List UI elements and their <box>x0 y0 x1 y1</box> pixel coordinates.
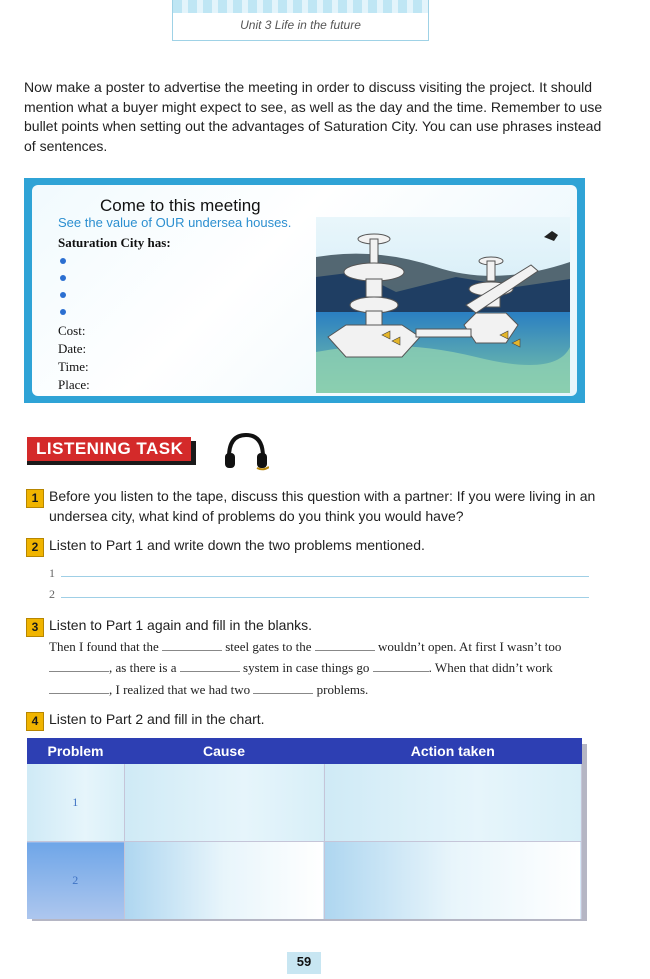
cause-cell[interactable] <box>124 764 324 842</box>
field-cost: Cost: <box>58 323 86 338</box>
unit-header <box>172 0 429 41</box>
answer-line-2[interactable] <box>49 585 589 599</box>
blank-field[interactable] <box>162 650 222 651</box>
problem-number: 2 <box>27 842 124 920</box>
field-place: Place: <box>58 377 90 392</box>
fill-text: steel gates to the <box>225 639 312 654</box>
fill-text: , I realized that we had two <box>109 682 251 697</box>
question-3-text: Listen to Part 1 again and fill in the blanks. <box>49 617 313 633</box>
blank-field[interactable] <box>373 671 429 672</box>
page-number: 59 <box>287 952 321 974</box>
fill-text: . When that didn’t work <box>428 660 553 675</box>
question-number-1: 1 <box>26 489 44 508</box>
chart-table <box>27 738 582 919</box>
blank-field[interactable] <box>180 671 240 672</box>
question-1-text: Before you listen to the tape, discuss this question with a partner: If you were living in an undersea city, what kind of problems do you think you would have? <box>49 488 596 524</box>
question-2-text: Listen to Part 1 and write down the two problems mentioned. <box>49 537 425 553</box>
fill-text: problems. <box>316 682 369 697</box>
listening-task-banner <box>27 437 196 465</box>
poster-has-label: Saturation City has: <box>58 235 171 250</box>
poster-panel <box>32 185 577 396</box>
answer-line-1[interactable] <box>49 564 589 578</box>
fill-line-3 <box>49 682 368 698</box>
cause-cell[interactable] <box>124 842 324 920</box>
fill-text: system in case things go <box>243 660 370 675</box>
question-number-2: 2 <box>26 538 44 557</box>
action-cell[interactable] <box>324 842 582 920</box>
table-row <box>27 842 582 920</box>
poster-title: Come to this meeting <box>100 196 261 215</box>
question-number-3: 3 <box>26 618 44 637</box>
answer-line-number: 2 <box>49 587 55 601</box>
header-cause: Cause <box>124 738 324 764</box>
question-number-4: 4 <box>26 712 44 731</box>
header-problem: Problem <box>27 738 124 764</box>
problem-chart <box>27 738 582 915</box>
field-date: Date: <box>58 341 87 356</box>
banner-label: LISTENING TASK <box>27 437 191 461</box>
undersea-city-illustration <box>316 217 570 393</box>
header-action-taken: Action taken <box>324 738 582 764</box>
field-time: Time: <box>58 359 89 374</box>
fill-text: , as there is a <box>109 660 177 675</box>
answer-line-number: 1 <box>49 566 55 580</box>
poster-instructions: Now make a poster to advertise the meeting in order to discuss visiting the project. It should mention what a buyer might expect to see, as well as the day and the time. Remember to use bullet points when setting out the advantages of Saturation City. You can use phrases instead of sentences. <box>24 79 603 154</box>
fill-text: wouldn’t open. At first I wasn’t too <box>378 639 562 654</box>
blank-field[interactable] <box>49 671 109 672</box>
table-row <box>27 764 582 842</box>
fill-text: Then I found that the <box>49 639 159 654</box>
poster-fields <box>58 323 90 395</box>
fill-line-1 <box>49 639 561 655</box>
poster-subtitle: See the value of OUR undersea houses. <box>58 215 292 230</box>
unit-title: Unit 3 Life in the future <box>240 18 361 32</box>
question-4-text: Listen to Part 2 and fill in the chart. <box>49 711 265 727</box>
blank-field[interactable] <box>49 693 109 694</box>
problem-number: 1 <box>27 764 124 842</box>
header-wave-band <box>173 0 428 13</box>
fill-line-2 <box>49 660 553 676</box>
blank-field[interactable] <box>315 650 375 651</box>
headphones-icon <box>223 431 269 471</box>
action-cell[interactable] <box>324 764 582 842</box>
meeting-poster <box>24 178 585 403</box>
blank-field[interactable] <box>253 693 313 694</box>
